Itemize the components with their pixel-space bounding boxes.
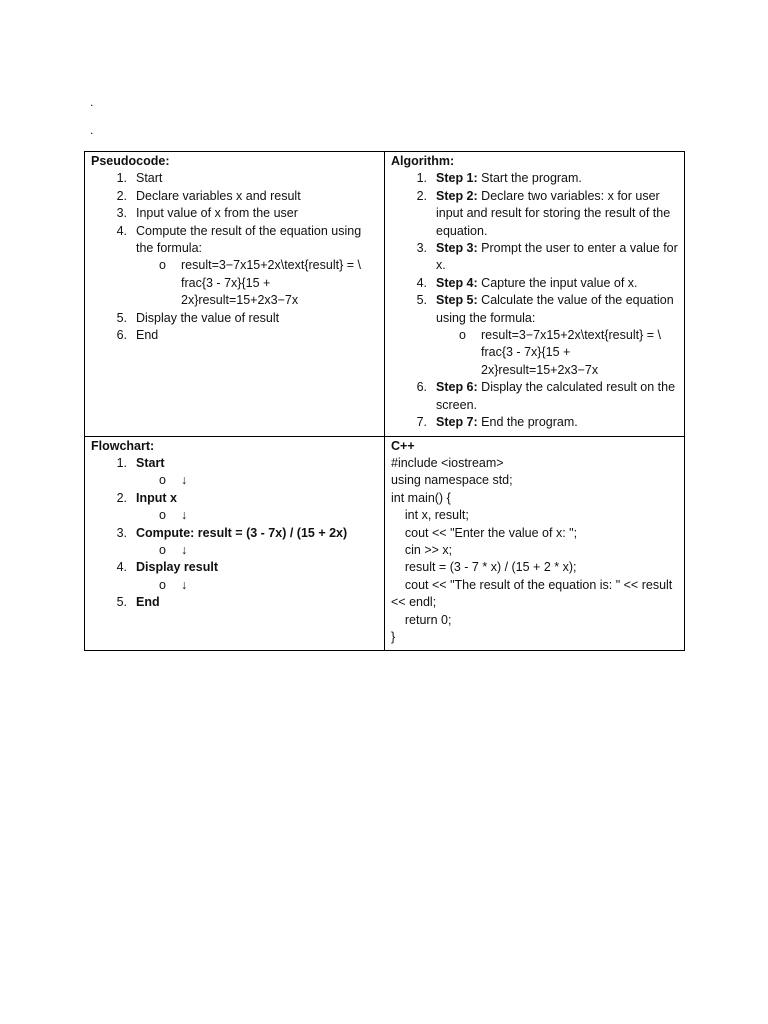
formula-text: result=3−7x15+2x\text{result} = \ frac{3 - 7x}{15 + 2x}result=15+2x3−7x bbox=[181, 258, 361, 308]
list-item bbox=[436, 327, 678, 379]
step-label: Step 5: bbox=[436, 293, 478, 308]
step-text: Declare variables x and result bbox=[136, 188, 301, 203]
step-text: Display result bbox=[136, 560, 218, 575]
formula-sublist bbox=[136, 257, 378, 309]
arrow-sublist bbox=[136, 577, 378, 594]
step-text: Display the value of result bbox=[136, 310, 280, 325]
step-number: 4 . bbox=[113, 223, 127, 240]
list-item bbox=[136, 507, 378, 524]
list-item bbox=[391, 414, 678, 431]
arrow-sublist bbox=[136, 507, 378, 524]
list-item bbox=[136, 542, 378, 559]
list-item bbox=[91, 559, 378, 594]
list-item bbox=[91, 455, 378, 490]
step-number: 3 . bbox=[113, 205, 127, 222]
step-number: 4 . bbox=[113, 559, 127, 576]
pseudocode-list bbox=[91, 170, 378, 344]
list-item bbox=[91, 205, 378, 222]
code-line: result = (3 - 7 * x) / (15 + 2 * x); bbox=[391, 560, 577, 575]
step-text: Input x bbox=[136, 490, 177, 505]
algorithm-cell bbox=[385, 152, 685, 437]
step-text: Display the calculated result on the screen. bbox=[436, 380, 676, 412]
formula-text: result=3−7x15+2x\text{result} = \ frac{3 - 7x}{15 + 2x}result=15+2x3−7x bbox=[481, 328, 661, 377]
formula-sublist bbox=[436, 327, 678, 379]
pseudocode-heading: Pseudocode: bbox=[91, 154, 170, 168]
code-line: #include <iostream> bbox=[391, 455, 504, 470]
list-item bbox=[91, 594, 378, 611]
step-text: Input value of x from the user bbox=[136, 206, 298, 221]
step-text: End bbox=[136, 595, 160, 610]
pseudocode-cell bbox=[85, 152, 385, 437]
cpp-cell bbox=[385, 436, 685, 651]
list-item bbox=[91, 188, 378, 205]
step-label: Step 4: bbox=[436, 275, 478, 290]
step-label: Step 1: bbox=[436, 171, 478, 186]
code-line: using namespace std; bbox=[391, 473, 513, 488]
bullet-icon: o bbox=[159, 258, 166, 273]
arrow-down-icon: ↓ bbox=[181, 473, 188, 488]
arrow-down-icon: ↓ bbox=[181, 542, 188, 557]
step-number: 5 . bbox=[113, 594, 127, 611]
step-text: Calculate the value of the equation using the formula: bbox=[436, 293, 674, 325]
step-number: 4 . bbox=[413, 275, 427, 292]
step-number: 2 . bbox=[413, 188, 427, 205]
list-item bbox=[136, 577, 378, 594]
step-text: Start bbox=[136, 171, 163, 186]
code-line: cout << "Enter the value of x: "; bbox=[391, 525, 578, 540]
content-table bbox=[84, 151, 685, 651]
step-number: 3 . bbox=[113, 525, 127, 542]
flowchart-cell bbox=[85, 436, 385, 651]
bullet-icon: o bbox=[159, 577, 166, 592]
list-item bbox=[136, 472, 378, 489]
step-number: 7 . bbox=[413, 414, 427, 431]
step-number: 1 . bbox=[413, 170, 427, 187]
list-item bbox=[391, 275, 678, 292]
step-text: Prompt the user to enter a value for x. bbox=[436, 241, 678, 273]
list-item bbox=[91, 327, 378, 344]
step-number: 1 . bbox=[113, 170, 127, 187]
step-label: Step 2: bbox=[436, 188, 478, 203]
stray-dot: . bbox=[90, 95, 94, 109]
bullet-icon: o bbox=[159, 473, 166, 488]
stray-dot: . bbox=[90, 123, 94, 137]
step-text: End bbox=[136, 328, 159, 343]
step-text: Start bbox=[136, 455, 165, 470]
bullet-icon: o bbox=[159, 508, 166, 523]
list-item bbox=[391, 188, 678, 240]
step-number: 5 . bbox=[113, 310, 127, 327]
list-item bbox=[91, 223, 378, 310]
cpp-heading: C++ bbox=[391, 438, 415, 453]
flowchart-list bbox=[91, 455, 378, 612]
code-line: return 0; bbox=[391, 612, 452, 627]
step-number: 3 . bbox=[413, 240, 427, 257]
algorithm-list bbox=[391, 170, 678, 431]
arrow-sublist bbox=[136, 542, 378, 559]
code-line: int main() { bbox=[391, 490, 451, 505]
step-number: 2 . bbox=[113, 490, 127, 507]
list-item bbox=[391, 292, 678, 379]
code-line: cin >> x; bbox=[391, 542, 453, 557]
step-number: 6 . bbox=[413, 379, 427, 396]
code-line: cout << "The result of the equation is: " << result << endl; bbox=[391, 577, 676, 610]
step-text: End the program. bbox=[477, 415, 578, 430]
bullet-icon: o bbox=[159, 542, 166, 557]
step-number: 2 . bbox=[113, 188, 127, 205]
list-item bbox=[391, 240, 678, 275]
step-label: Step 6: bbox=[436, 380, 478, 395]
step-number: 1 . bbox=[113, 455, 127, 472]
list-item bbox=[391, 170, 678, 187]
list-item bbox=[91, 525, 378, 560]
list-item bbox=[391, 379, 678, 414]
list-item bbox=[91, 490, 378, 525]
step-text: Start the program. bbox=[477, 171, 582, 186]
flowchart-heading: Flowchart: bbox=[91, 438, 155, 453]
step-label: Step 7: bbox=[436, 415, 478, 430]
step-number: 5 . bbox=[413, 292, 427, 309]
code-line: int x, result; bbox=[391, 508, 469, 523]
arrow-down-icon: ↓ bbox=[181, 577, 188, 592]
code-line: } bbox=[391, 629, 396, 644]
list-item bbox=[136, 257, 378, 309]
bullet-icon: o bbox=[459, 328, 466, 343]
list-item bbox=[91, 170, 378, 187]
algorithm-heading: Algorithm: bbox=[391, 154, 455, 168]
arrow-down-icon: ↓ bbox=[181, 508, 188, 523]
step-label: Step 3: bbox=[436, 241, 478, 256]
step-number: 6 . bbox=[113, 327, 127, 344]
step-text: Compute: result = (3 - 7x) / (15 + 2x) bbox=[136, 525, 348, 540]
arrow-sublist bbox=[136, 472, 378, 489]
list-item bbox=[91, 310, 378, 327]
step-text: Declare two variables: x for user input and result for storing the result of the equation. bbox=[436, 188, 671, 238]
step-text: Compute the result of the equation using the formula: bbox=[136, 223, 362, 256]
step-text: Capture the input value of x. bbox=[477, 275, 638, 290]
